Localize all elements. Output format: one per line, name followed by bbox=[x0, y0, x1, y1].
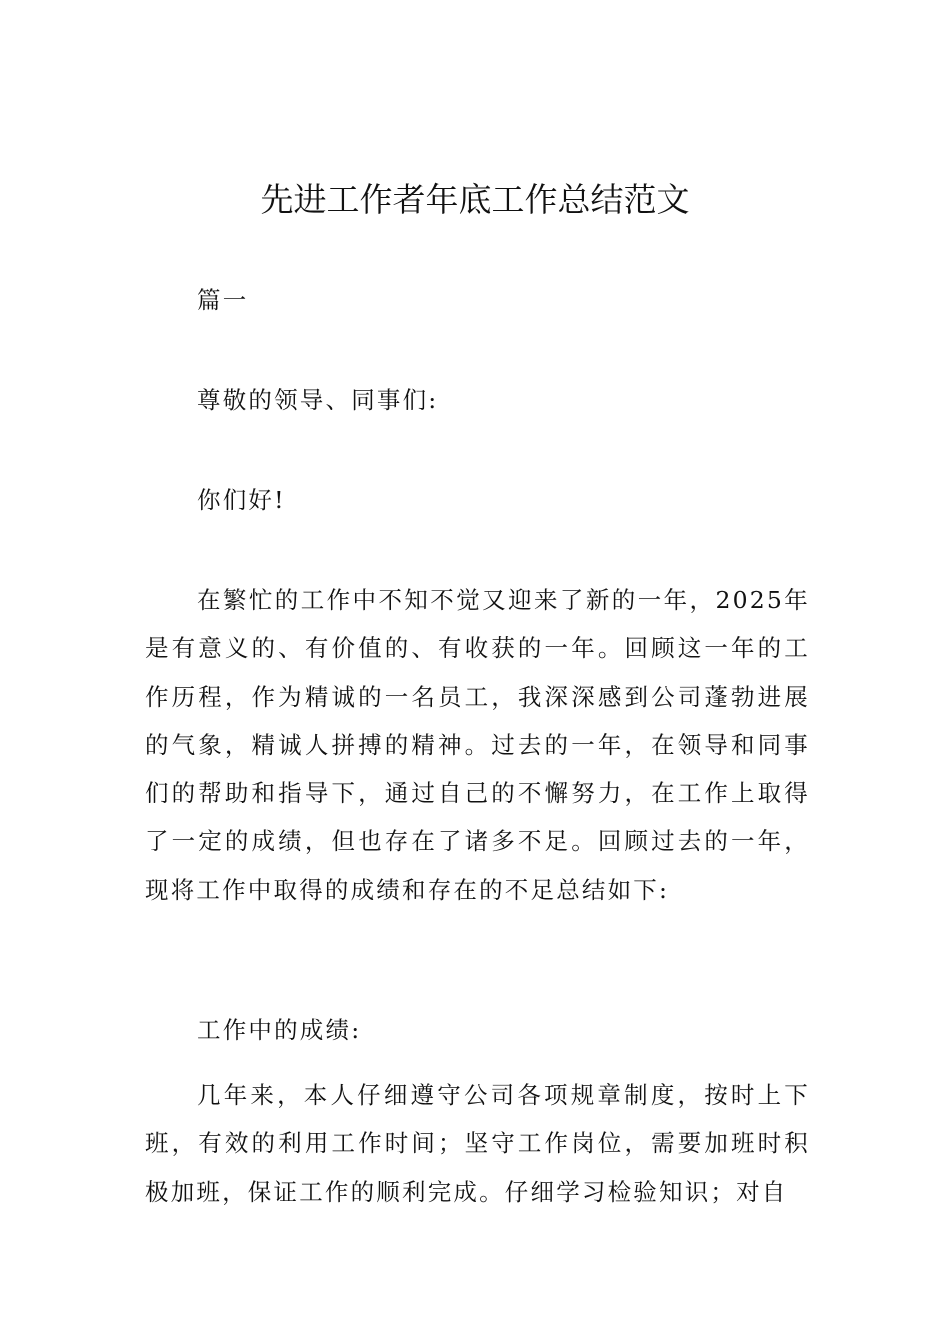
body-paragraph-1: 在繁忙的工作中不知不觉又迎来了新的一年，2025年是有意义的、有价值的、有收获的一年。回顾这一年的工作历程，作为精诚的一名员工，我深深感到公司蓬勃进展的气象，精诚人拼搏的精神。过去的一年，在领导和同事们的帮助和指导下，通过自己的不懈努力，在工作上取得了一定的成绩，但也存在了诸多不足。回顾过去的一年，现将工作中取得的成绩和存在的不足总结如下: bbox=[145, 586, 810, 904]
section-label: 篇一 bbox=[197, 286, 249, 314]
body-paragraph-2: 几年来，本人仔细遵守公司各项规章制度，按时上下班，有效的利用工作时间；坚守工作岗位，需要加班时积极加班，保证工作的顺利完成。仔细学习检验知识；对自 bbox=[145, 1081, 810, 1206]
document-title: 先进工作者年底工作总结范文 bbox=[260, 180, 690, 219]
hello-line: 你们好! bbox=[197, 486, 286, 514]
achievements-heading: 工作中的成绩: bbox=[197, 1016, 362, 1044]
greeting-line: 尊敬的领导、同事们: bbox=[197, 386, 439, 414]
